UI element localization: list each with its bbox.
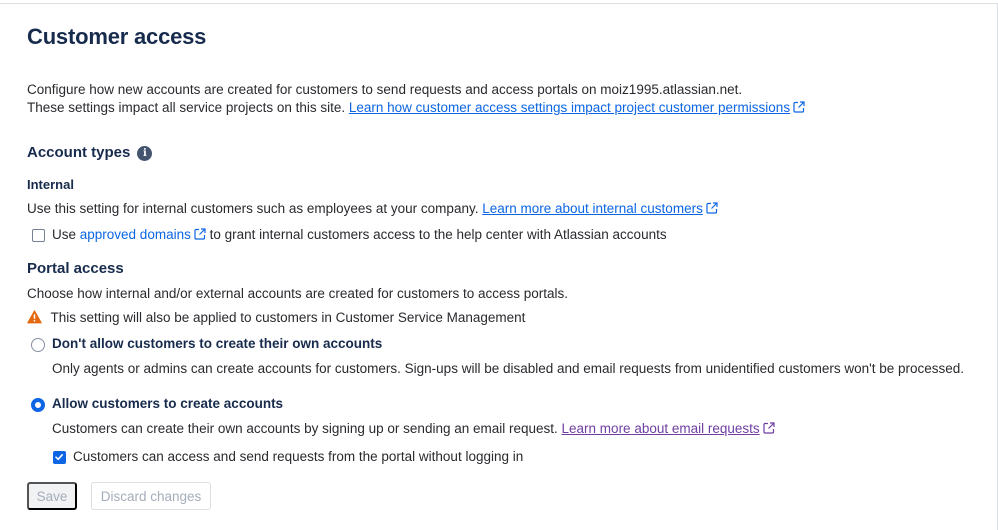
internal-heading: Internal (27, 177, 74, 192)
approved-domains-checkbox[interactable] (32, 229, 45, 242)
dont-allow-accounts-description: Only agents or admins can create accounts for customers. Sign-ups will be disabled and email requests from unidentified customers won't be processed. (52, 361, 965, 376)
allow-accounts-radio[interactable] (31, 398, 45, 412)
save-button[interactable]: Save (27, 482, 77, 510)
internal-customers-link[interactable]: Learn more about internal customers (482, 201, 718, 216)
approved-domains-link[interactable]: approved domains (80, 227, 206, 242)
no-login-checkbox[interactable] (53, 451, 66, 464)
top-divider (0, 3, 998, 4)
portal-access-heading: Portal access (27, 260, 124, 277)
portal-access-description: Choose how internal and/or external accounts are created for customers to access portals. (27, 286, 569, 301)
external-link-icon (194, 228, 206, 240)
email-requests-link[interactable]: Learn more about email requests (562, 421, 775, 436)
intro-text-line-2 (27, 100, 805, 115)
external-link-icon (706, 202, 718, 214)
intro-text-line-1: Configure how new accounts are created for customers to send requests and access portals on moiz1995.atlassian.net. (27, 82, 743, 97)
discard-changes-button[interactable]: Discard changes (91, 482, 211, 510)
allow-accounts-description: Customers can create their own accounts by signing up or sending an email request. Learn more about email requests (52, 421, 775, 436)
internal-description: Use this setting for internal customers such as employees at your company. Learn more about internal customers (27, 201, 718, 216)
dont-allow-accounts-label[interactable]: Don't allow customers to create their own accounts (52, 336, 383, 351)
no-login-label[interactable]: Customers can access and send requests from the portal without logging in (73, 449, 524, 464)
approved-domains-label: Use approved domains to grant internal customers access to the help center with Atlassian accounts (52, 227, 667, 242)
external-link-icon (793, 101, 805, 113)
customer-permissions-link[interactable]: Learn how customer access settings impact project customer permissions (349, 100, 805, 115)
intro-text-prefix: These settings impact all service projects on this site. (27, 100, 349, 115)
page-title: Customer access (27, 24, 207, 49)
warning-message: This setting will also be applied to customers in Customer Service Management (27, 309, 525, 327)
external-link-icon (763, 422, 775, 434)
allow-accounts-label[interactable]: Allow customers to create accounts (52, 396, 284, 411)
info-icon[interactable]: i (137, 146, 152, 161)
account-types-heading: Account types i (27, 144, 152, 162)
dont-allow-accounts-radio[interactable] (31, 338, 45, 352)
checkmark-icon (54, 452, 64, 462)
warning-icon (27, 310, 42, 324)
